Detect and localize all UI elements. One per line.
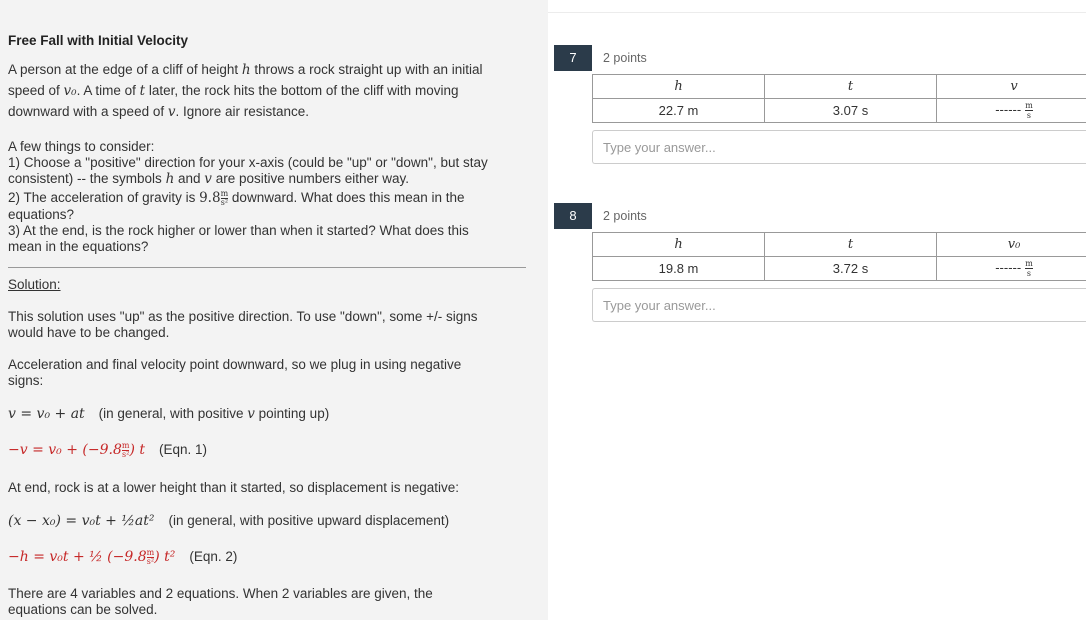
solution-signs: Acceleration and final velocity point downward, so we plug in using negative signs: xyxy=(8,357,462,388)
answer-field-q7[interactable] xyxy=(592,130,1086,164)
equation-general-velocity: v = v₀ + at (in general, with positive v pointing up) xyxy=(8,406,330,422)
header-t: t xyxy=(765,75,937,99)
value-h: 22.7 m xyxy=(593,99,765,123)
value-v-unknown: ------ $\frac{m}{s}$ xyxy=(937,99,1086,123)
answer-input[interactable] xyxy=(593,131,1086,163)
considerations: A few things to consider: 1) Choose a "positive" direction for your x-axis (could be "up" or "down", but stay consistent) -- the symbols h and v are positive numbers either way. 2) The acceleration of gravity is 9.8 $\frac{m}{\text{s²}}$ downward. What does this mean in the equations? 3) At the end, is the rock higher or lower than when it started? What does this mean in the equations? xyxy=(8,139,488,254)
problem-title: Free Fall with Initial Velocity xyxy=(8,33,189,48)
solution-intro: This solution uses "up" as the positive direction. To use "down", some +/- signs would have to be changed. xyxy=(8,309,478,340)
value-t: 3.72 s xyxy=(765,257,937,281)
question-number-badge: 7 xyxy=(554,45,592,71)
header-v: v xyxy=(937,75,1086,99)
value-h: 19.8 m xyxy=(593,257,765,281)
answer-input[interactable] xyxy=(593,289,1086,321)
question-points: 2 points xyxy=(603,209,647,223)
value-v0-unknown: ------ $\frac{m}{s}$ xyxy=(937,257,1086,281)
value-t: 3.07 s xyxy=(765,99,937,123)
question-number-badge: 8 xyxy=(554,203,592,229)
equation-general-displacement: (x − x₀) = v₀t + ½at² (in general, with positive upward displacement) xyxy=(8,513,450,529)
solution-conclusion: There are 4 variables and 2 equations. When 2 variables are given, the equations can be solved. xyxy=(8,586,433,617)
top-divider xyxy=(548,12,1086,13)
header-t: t xyxy=(765,233,937,257)
header-h: h xyxy=(593,75,765,99)
solution-label: Solution: xyxy=(8,277,61,292)
problem-intro: A person at the edge of a cliff of height h throws a rock straight up with an initial speed of v₀. A time of t later, the rock hits the bottom of the cliff with moving downward with a speed of v. Ignore air resistance. xyxy=(8,62,483,120)
solution-displacement: At end, rock is at a lower height than it started, so displacement is negative: xyxy=(8,480,459,495)
question-7-table xyxy=(592,74,1086,123)
equation-1: −v = v₀ + (−9.8 $\frac{m}{\text{s²}}$ ) t (Eqn. 1) xyxy=(8,441,208,459)
header-h: h xyxy=(593,233,765,257)
answer-field-q8[interactable] xyxy=(592,288,1086,322)
header-v0: v₀ xyxy=(937,233,1086,257)
question-points: 2 points xyxy=(603,51,647,65)
section-divider xyxy=(8,267,526,268)
equation-2: −h = v₀t + ½ (−9.8 $\frac{m}{\text{s²}}$ ) t² (Eqn. 2) xyxy=(8,548,238,566)
question-8-table xyxy=(592,232,1086,281)
